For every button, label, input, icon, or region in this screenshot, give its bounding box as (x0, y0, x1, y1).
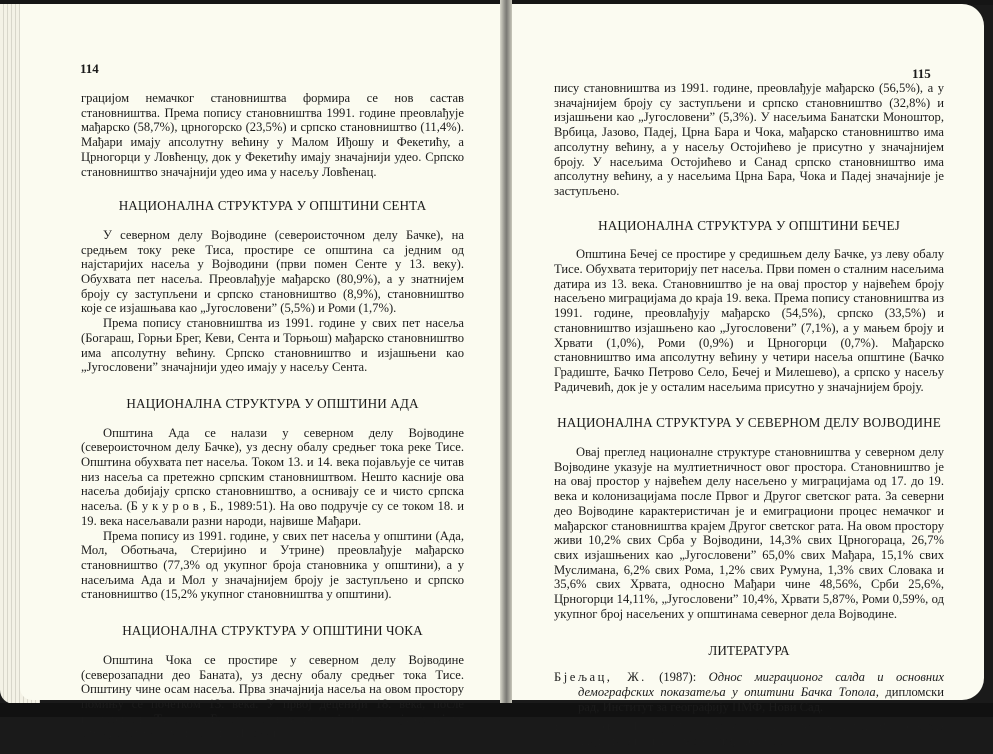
reference-title: Однос миграционог салда и основних демографских показатеља у општини Бачка Топола, (578, 670, 945, 699)
reference-list (554, 670, 944, 749)
reference-year: (1983): (658, 719, 696, 734)
reference-title: Суботица и њена околина, (705, 719, 869, 734)
section-heading: НАЦИОНАЛНА СТРУКТУРА У СЕВЕРНОМ ДЕЛУ ВОЈВОДИНЕ (557, 415, 941, 431)
reference-year: (1987): (659, 670, 697, 685)
reference-item (554, 719, 944, 748)
book-gutter (500, 0, 512, 717)
section-heading: НАЦИОНАЛНА СТРУКТУРА У ОПШТИНИ БЕЧЕЈ (598, 217, 900, 233)
reference-details: дипломски рад, Институт за географију ПМФ, Нови Сад. (578, 684, 944, 714)
paragraph: Општина Бечеј се простире у средишњем делу Бачке, уз леву обалу Тисе. Обухвата територију пет насеља. Први помен о сталним насељима датира из 13. века. Становништво је на овај простор у највећем броју насељено миграцијама до краја 19. века. Према попису становништва из 1991. године, преовлађују мађарско (54,5%), српско (33,5%) и становништво изјашњено као „Југословени” (7,1%), а у мањем броју и Хрвати (1,0%), Роми (0,9%) и Црногорци (0,7%). Мађарско становништво има апсолутну већину у четири насеља општине (Бачко Градиште, Бачко Петрово Село, Бечеј и Милешево), а српско у насељу Радичевић, док је у осталим насељима присутно у значајнијем броју. (554, 247, 945, 394)
paragraph: Према попису становништва из 1991. године у свих пет насеља (Богараш, Горњи Брег, Кеви, Сента и Торњош) мађарско становништво има апсолутну већину. Српско становништво и изјашњени као „Југословени” значајнији удео имају у насељу Сента. (81, 316, 464, 375)
page-number-left: 114 (80, 61, 99, 76)
paragraph: грацијом немачког становништва формира се нов састав становништва. Према попису становништва 1991. године преовлађује мађарско (58,7%), црногорско (23,5%) и српско становништво (11,4%). Мађари имају апсолутну већину у Малом Иђошу и Фекетићу, а Црногорци у Ловћенцу, док у Фекетићу имају значајнији удео. Српско становништво значајнији удео има у насељу Ловћенац. (81, 91, 464, 179)
paragraph: У северном делу Војводине (североисточном делу Бачке), на средњем току реке Тиса, простире се општина са једним од најстаријих насеља у Војводини (први помен Сенте у 13. веку). Обухвата пет насеља. Преовлађује мађарско (80,9%), а у знатнијем броју су заступљени и српско становништво (8,9%), становништво које се изјашњава као „Југословени” (5,5%) и Роми (1,7%). (81, 227, 464, 316)
section-heading: НАЦИОНАЛНА СТРУКТУРА У ОПШТИНИ ЧОКА (122, 623, 423, 639)
paragraph: Општина Чока се простире у северном делу Војводине (северозападни део Баната), уз десну обалу средњег тока Тисе. Општину чине осам насеља. Прва значајнија насеља на овом простору помињу се почетком 13. века. У првој деценији 18. века, после протеривања Турака из Баната, на овом подручју насељавају се најпре Срби, а затим други народи. Према по- (81, 652, 464, 741)
right-page-body (554, 81, 944, 622)
reference-author: Букуров, Б. (554, 719, 649, 734)
paragraph: Овај преглед националне структуре становништва у северном делу Војводине указује на мултиетничност овог простора. Становништво је на овај простор у највећем делу насељено у миграцијама од 17. до 19. века и колонизацијама после Првог и Другог светског рата. За северни део Војводине карактеристичан је и емиграциони процес немачког и мађарског становништва крајем Другог светског рата. На овом простору живи 10,2% свих Срба у Војводини, 14,3% свих Црногораца, 26,7% свих изјашњених као „Југословени” 65,0% свих Мађара, 15,1% свих Муслимана, 6,2% свих Рома, 1,2% свих Румуна, 1,3% свих Словака и 35,6% свих Хрвата, односно Мађари чине 48,56%, Срби 25,6%, Црногорци 14,11%, „Југословени” 10,4%, Хрвати 5,87%, Роми 0,59%, од укупног број насељених у општинама северног дела Војводине. (554, 445, 944, 621)
reference-author: Бјељац, Ж. (554, 670, 647, 685)
reference-details: Војвођанска академија наука и уметности, Нови Сад. (578, 719, 945, 749)
paragraph: пису становништва из 1991. године, преовлађује мађарско (56,5%), а у значајнијем броју су заступљени и српско становништво (32,8%) и изјашњени као „Југословени” (5,3%). У насељима Банатски Моноштор, Врбица, Јазово, Падеј, Црна Бара и Чока, мађарско становништво има апсолутну већину, а у насељу Остојићево је присутно у значајнијем броју. У насељима Остојићево и Санад српско становништво има апсолутну већину, а у насељима Црна Бара, Чока и Падеј значајније је заступљено. (554, 81, 944, 198)
section-heading: НАЦИОНАЛНА СТРУКТУРА У ОПШТИНИ СЕНТА (118, 198, 427, 214)
reference-item (554, 670, 944, 714)
page-number-right: 115 (912, 66, 931, 81)
paragraph: Према попису из 1991. године, у свих пет насеља у општини (Ада, Мол, Оботњача, Стеријино и Утрине) преовлађује мађарско становништво (77,3% од укупног броја становника у општини), а у насељима Ада и Мол у значајнијем броју је заступљено и српско становништво (15,2% укупног становништва у општини). (81, 528, 464, 602)
section-heading: НАЦИОНАЛНА СТРУКТУРА У ОПШТИНИ АДА (126, 395, 419, 411)
literature-heading: ЛИТЕРАТУРА (708, 642, 790, 658)
right-page-text (554, 81, 944, 754)
left-page-text (81, 91, 464, 741)
paragraph: Општина Ада се налази у северном делу Војводине (североисточном делу Бачке), уз десну обалу средњег тока реке Тисе. Општина обухвата пет насеља. Током 13. и 14. века појављује се читав низ насеља са претежно српским становништвом. Нешто касније ова насеља добијају српско становништво, а оснивају се и чисто српска насеља. (Б у к у р о в , Б., 1989:51). На ово подручје су се током 18. и 19. века насељавали разни народи, највише Мађари. (81, 425, 464, 528)
